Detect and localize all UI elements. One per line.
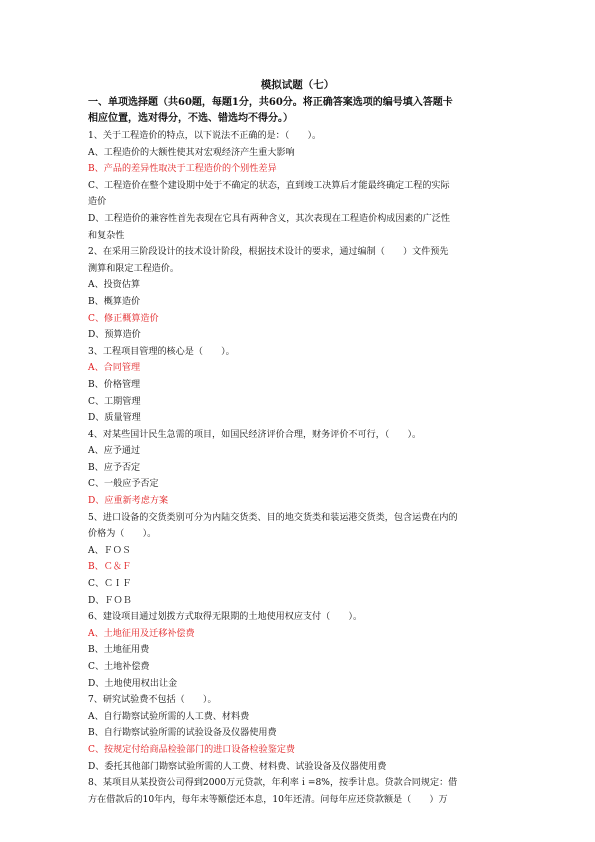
question-stem: 4、对某些国计民生急需的项目，如国民经济评价合理，财务评价不可行，（ ）。 (88, 429, 422, 440)
question-list (88, 128, 507, 808)
answer-option: C、工程造价在整个建设期中处于不确定的状态，直到竣工决算后才能最终确定工程的实际 (88, 180, 450, 191)
page-title: 模拟试题（七） (260, 79, 335, 91)
answer-option: D、土地使用权出让金 (88, 678, 178, 689)
answer-option: B、土地征用费 (88, 645, 150, 656)
section-heading-line: 一、单项选择题（共60题，每题1分，共60分。将正确答案选项的编号填入答题卡 (88, 97, 453, 108)
question-stem: 测算和限定工程造价。 (88, 263, 179, 274)
question-stem: 6、建设项目通过划拨方式取得无限期的土地使用权应支付（ ）。 (88, 612, 363, 623)
correct-option: A、合同管理 (88, 363, 141, 374)
answer-option: A、自行勘察试验所需的人工费、材料费 (88, 711, 250, 722)
correct-option: C、按规定付给商品检验部门的进口设备检验鉴定费 (88, 744, 296, 755)
correct-option: C、修正概算造价 (88, 313, 159, 324)
question-item (88, 510, 507, 610)
question-stem: 价格为（ ）。 (88, 529, 157, 540)
answer-option: C、工期管理 (88, 396, 141, 407)
question-stem: 方在借款后的10年内，每年末等额偿还本息，10年还清。问每年应还贷款额是（ ）万 (88, 794, 448, 805)
question-stem: 7、研究试验费不包括（ ）。 (88, 695, 217, 706)
question-item (88, 244, 507, 344)
answer-option: C、一般应予否定 (88, 479, 159, 490)
question-item (88, 344, 507, 427)
correct-option: B、产品的差异性取决于工程造价的个别性差异 (88, 164, 277, 175)
question-stem: 3、工程项目管理的核心是（ ）。 (88, 346, 235, 357)
question-stem: 5、进口设备的交货类别可分为内陆交货类、目的地交货类和装运港交货类，包含运费在内的 (88, 512, 458, 523)
answer-option: B、应予否定 (88, 462, 141, 473)
section-heading-line: 相应位置，选对得分，不选、错选均不得分。） (88, 113, 293, 124)
correct-option: B、Ｃ＆Ｆ (88, 562, 132, 573)
section-heading (88, 95, 507, 127)
question-item (88, 692, 507, 775)
answer-option: B、概算造价 (88, 296, 141, 307)
answer-option: D、预算造价 (88, 330, 141, 341)
answer-option: A、应予通过 (88, 446, 141, 457)
answer-option: 造价 (88, 197, 107, 208)
answer-option: D、质量管理 (88, 413, 141, 424)
answer-option: C、土地补偿费 (88, 662, 150, 672)
answer-option: B、自行勘察试验所需的试验设备及仪器使用费 (88, 728, 277, 739)
question-item (88, 609, 507, 692)
question-item (88, 427, 507, 510)
answer-option: A、工程造价的大额性使其对宏观经济产生重大影响 (88, 147, 295, 158)
answer-option: A、投资估算 (88, 280, 141, 291)
answer-option: D、工程造价的兼容性首先表现在它具有两种含义，其次表现在工程造价构成因素的广泛性 (88, 213, 450, 224)
question-stem: 8、某项目从某投资公司得到2000万元贷款，年利率ｉ=8%，按季计息。贷款合同规定：借 (88, 778, 458, 789)
answer-option: A、ＦＯＳ (88, 545, 131, 556)
correct-option: D、应重新考虑方案 (88, 496, 169, 507)
answer-option: 和复杂性 (88, 230, 125, 241)
question-stem: 2、在采用三阶段设计的技术设计阶段，根据技术设计的要求，通过编制（ ）文件预先 (88, 247, 449, 258)
question-stem: 1、关于工程造价的特点，以下说法不正确的是：（ ）。 (88, 131, 322, 141)
answer-option: C、ＣＩＦ (88, 579, 132, 590)
answer-option: B、价格管理 (88, 379, 141, 390)
correct-option: A、土地征用及迁移补偿费 (88, 628, 195, 639)
answer-option: D、ＦＯＢ (88, 595, 132, 606)
question-item (88, 775, 507, 808)
answer-option: D、委托其他部门勘察试验所需的人工费、材料费、试验设备及仪器使用费 (88, 761, 387, 772)
question-item (88, 128, 507, 244)
